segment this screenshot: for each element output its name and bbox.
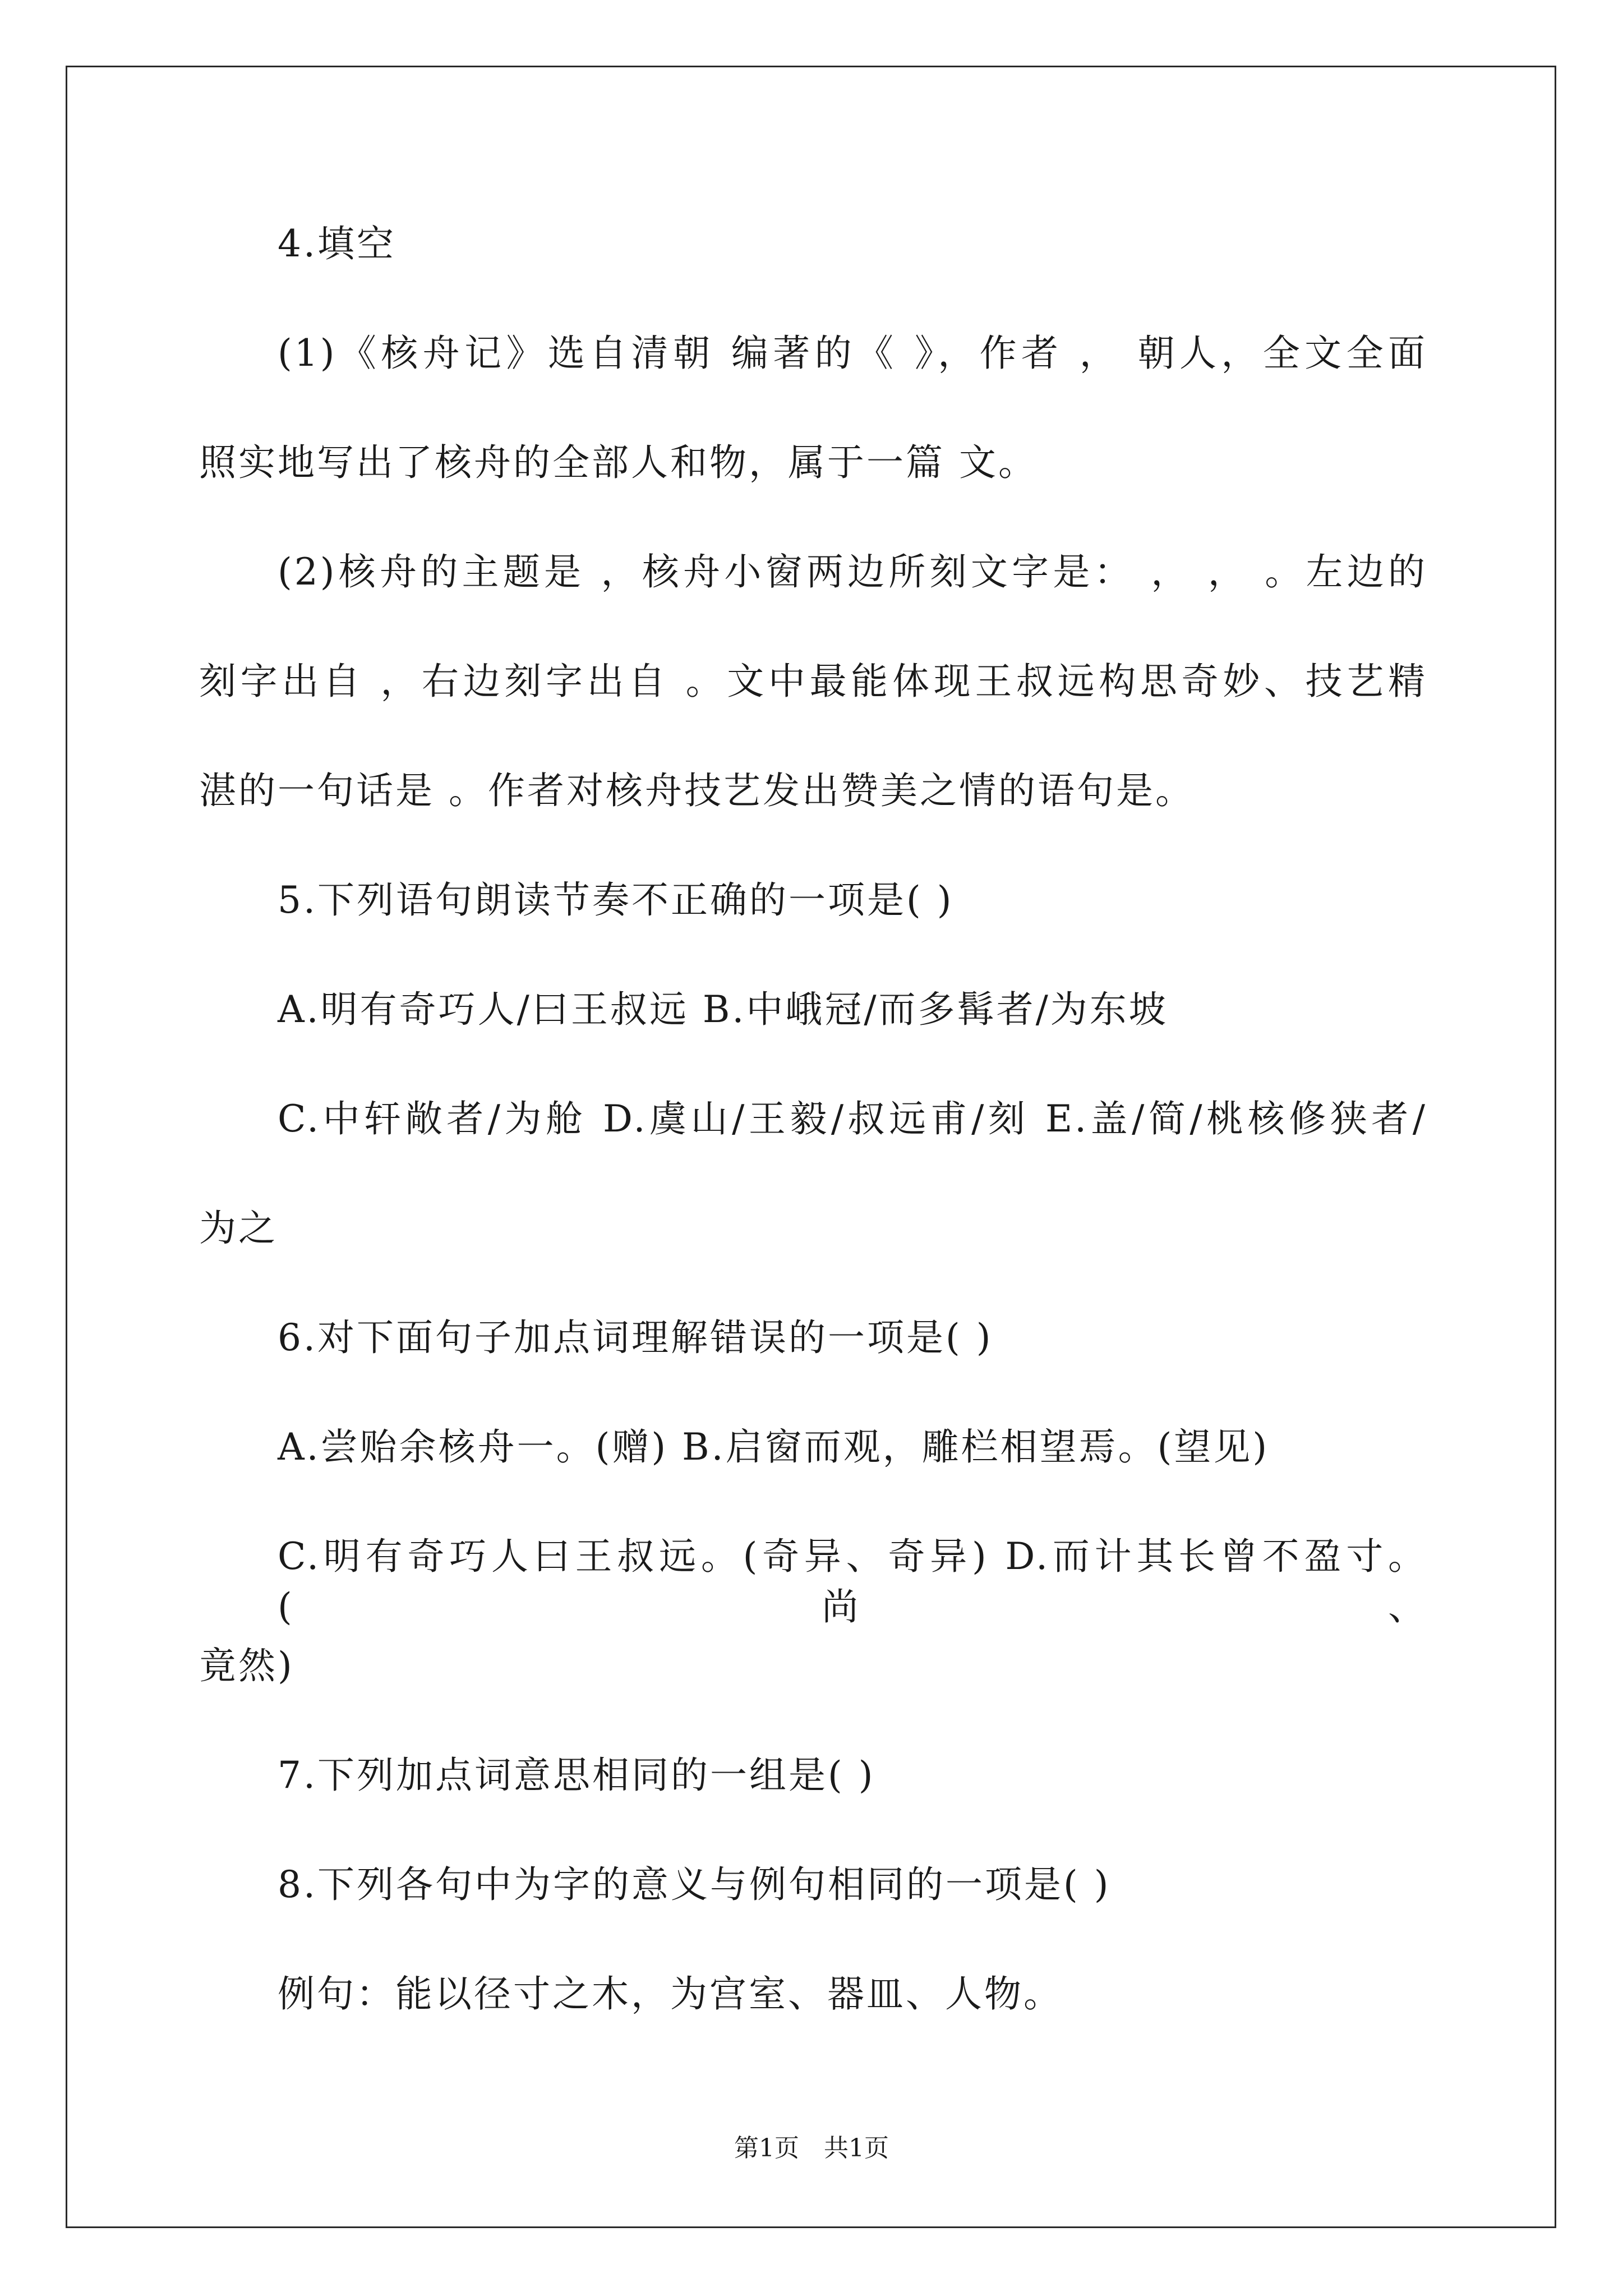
question-line: 5.下列语句朗读节奏不正确的一项是( ) [278,878,954,922]
option-line: A.明有奇巧人/曰王叔远 B.中峨冠/而多髯者/为东坡 [278,988,1168,1031]
text-line: 刻字出自 ，右边刻字出自 。文中最能体现王叔远构思奇妙、技艺精 [199,660,1427,703]
text-line: 照实地写出了核舟的全部人和物，属于一篇 文。 [199,441,1038,484]
question-line: 6.对下面句子加点词理解错误的一项是( ) [278,1316,993,1359]
text-line: (1)《核舟记》选自清朝 编著的《 》，作者 ， 朝人，全文全面 [278,332,1427,375]
section-heading: 4.填空 [278,222,396,265]
question-line: 7.下列加点词意思相同的一组是( ) [278,1754,875,1797]
option-line: C.明有奇巧人曰王叔远。(奇异、奇异) D.而计其长曾不盈寸。(尚、 [278,1535,1427,1628]
question-line: 8.下列各句中为字的意义与例句相同的一项是( ) [278,1863,1111,1906]
option-line: 为之 [199,1207,278,1250]
text-line: (2)核舟的主题是 ，核舟小窗两边所刻文字是： ， ， 。左边的 [278,550,1427,593]
option-line: C.中轩敞者/为舱 D.虞山/王毅/叔远甫/刻 E.盖/简/桃核修狭者/ [278,1097,1427,1140]
page-number-footer: 第1页 共1页 [734,2134,889,2162]
option-line: 竟然) [199,1644,294,1687]
text-line: 湛的一句话是 。作者对核舟技艺发出赞美之情的语句是。 [199,769,1195,812]
example-line: 例句：能以径寸之木，为宫室、器皿、人物。 [278,1972,1063,2016]
option-line: A.尝贻余核舟一。(赠) B.启窗而观，雕栏相望焉。(望见) [278,1425,1270,1469]
